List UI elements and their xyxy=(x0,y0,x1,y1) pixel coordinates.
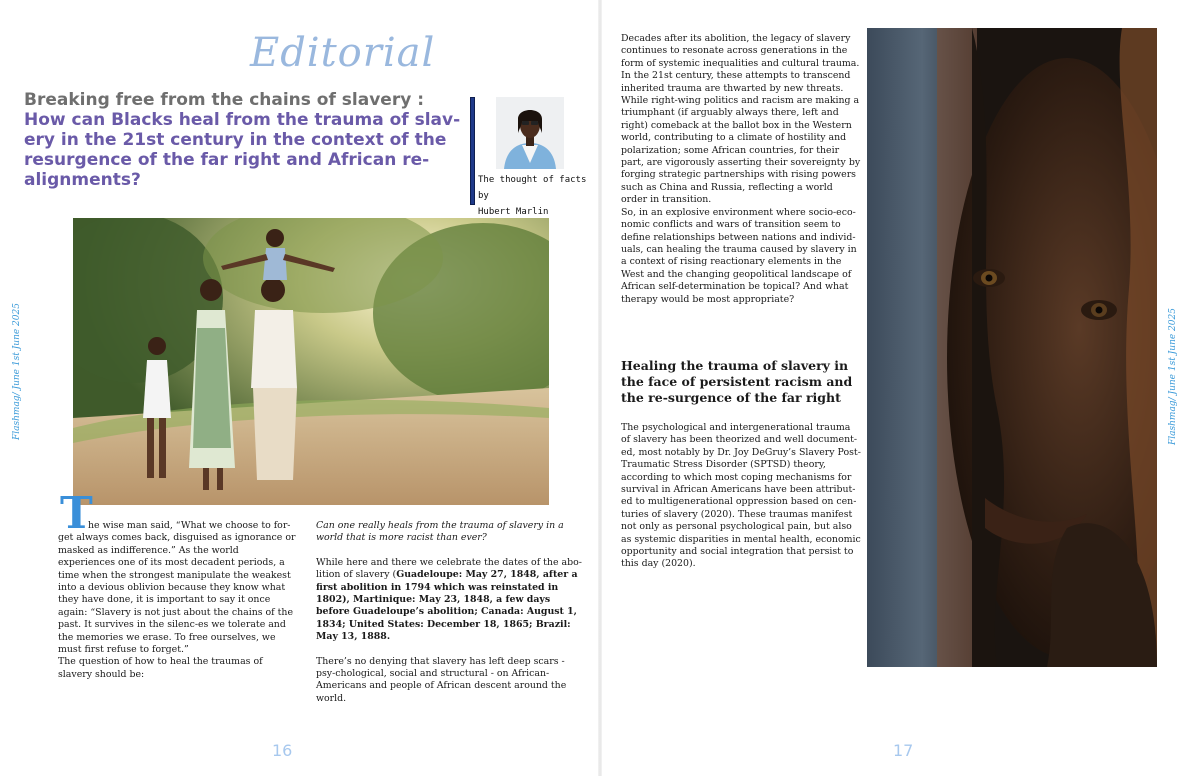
column-b-question: Can one really heals from the trauma of slavery in a world that is more racist than ever? xyxy=(316,520,564,544)
column-d-paragraph-1: The psychological and intergenerational trauma of slavery has been theorized and well document-ed, most notably by Dr. Joy DeGruy’s Slavery Post-Traumatic Stress Disorder (SPTSD) theory, according to which most coping mechanisms for survival in African Americans have been attribut-ed to multigenerational oppression based on cen-turies of slavery (2020). These traumas manifest not only as personal psychological pain, but also as systemic disparities in mental health, economic opportunity and social integration that persist to this day (2020). xyxy=(621,422,861,570)
column-c-paragraph-3: So, in an explosive environment where socio-eco-nomic conflicts and wars of transition seem to define relationships between nations and individ-uals, can healing the trauma caused by slavery in a context of rising reactionary elements in the West and the changing geopolitical landscape of African self-determination be topical? And what therapy would be most appropriate? xyxy=(621,206,857,305)
headline xyxy=(24,90,464,190)
side-label-right: Flashmag/ June 1st June 2025 xyxy=(1168,308,1178,445)
column-d xyxy=(621,422,861,571)
drop-cap: T xyxy=(60,488,93,539)
spacer xyxy=(316,644,582,656)
headline-line-1: Breaking free from the chains of slavery : xyxy=(24,90,425,110)
chained-face-photo xyxy=(867,28,1157,667)
column-c-paragraph-2: While right-wing politics and racism are making a triumphant (if arguably always there, left and right) comeback at the ballot box in the Western world, contributing to a climate of hostility and polarization; some African countries, for their part, are vigorously asserting their sovereignty by forging strategic partnerships with rising powers such as China and Russia, reflecting a world order in transition. xyxy=(621,95,861,206)
page-gutter xyxy=(598,0,602,776)
column-a-paragraph-1 xyxy=(58,520,296,656)
author-caption-line-2: Hubert Marlin xyxy=(478,207,549,217)
column-a xyxy=(58,520,296,681)
author-accent-bar xyxy=(470,97,475,205)
column-b xyxy=(316,520,582,705)
spacer xyxy=(316,545,582,557)
column-a-p1-text: he wise man said, “What we choose to for-get always comes back, disguised as ignorance or masked as indifference.” As the world experiences one of its most decadent periods, a time when the strongest manipulate the weakest into a devious oblivion because they know what they have done, it is important to say it once again: “Slavery is not just about the chains of the past. It survives in the silenc-es we tolerate and the memories we erase. To free ourselves, we must first refuse to forget.” xyxy=(58,520,296,656)
page-number-left: 16 xyxy=(272,741,293,760)
column-c xyxy=(621,33,861,306)
section-title: Editorial xyxy=(250,30,436,76)
subheading: Healing the trauma of slavery in the face of persistent racism and the re-surgence of the far right xyxy=(621,358,853,405)
column-a-paragraph-2: The question of how to heal the traumas of slavery should be: xyxy=(58,656,263,680)
column-c-paragraph-1: Decades after its abolition, the legacy of slavery continues to resonate across generations in the form of systemic inequalities and cultural trauma. In the 21st century, these attempts to transcend inherited trauma are thwarted by new threats. xyxy=(621,33,860,94)
family-photo xyxy=(73,218,549,505)
column-b-p1-intro: While here and there we celebrate the dates of the abo-lition of slavery ( xyxy=(316,556,582,581)
author-photo xyxy=(496,97,564,169)
page-number-right: 17 xyxy=(893,741,914,760)
column-b-paragraph-2: There’s no denying that slavery has left deep scars - psy-chological, social and structural - on African-Americans and people of African descent around the world. xyxy=(316,655,567,704)
column-b-paragraph-1 xyxy=(316,557,582,644)
headline-line-2: How can Blacks heal from the trauma of slav-ery in the 21st century in the context of the resurgence of the far right and African re-alignments? xyxy=(24,110,461,190)
side-label-left: Flashmag/ June 1st June 2025 xyxy=(12,303,22,440)
author-caption-line-1: The thought of facts by xyxy=(478,175,587,201)
column-b-p1-bold: Guadeloupe: May 27, 1848, after a first abolition in 1794 which was reinstated in 1802), Martinique: May 23, 1848, a few days before Guadeloupe’s abolition; Canada: August 1, 1834; United States: December 18, 1865; Brazil: May 13, 1888. xyxy=(316,569,578,643)
